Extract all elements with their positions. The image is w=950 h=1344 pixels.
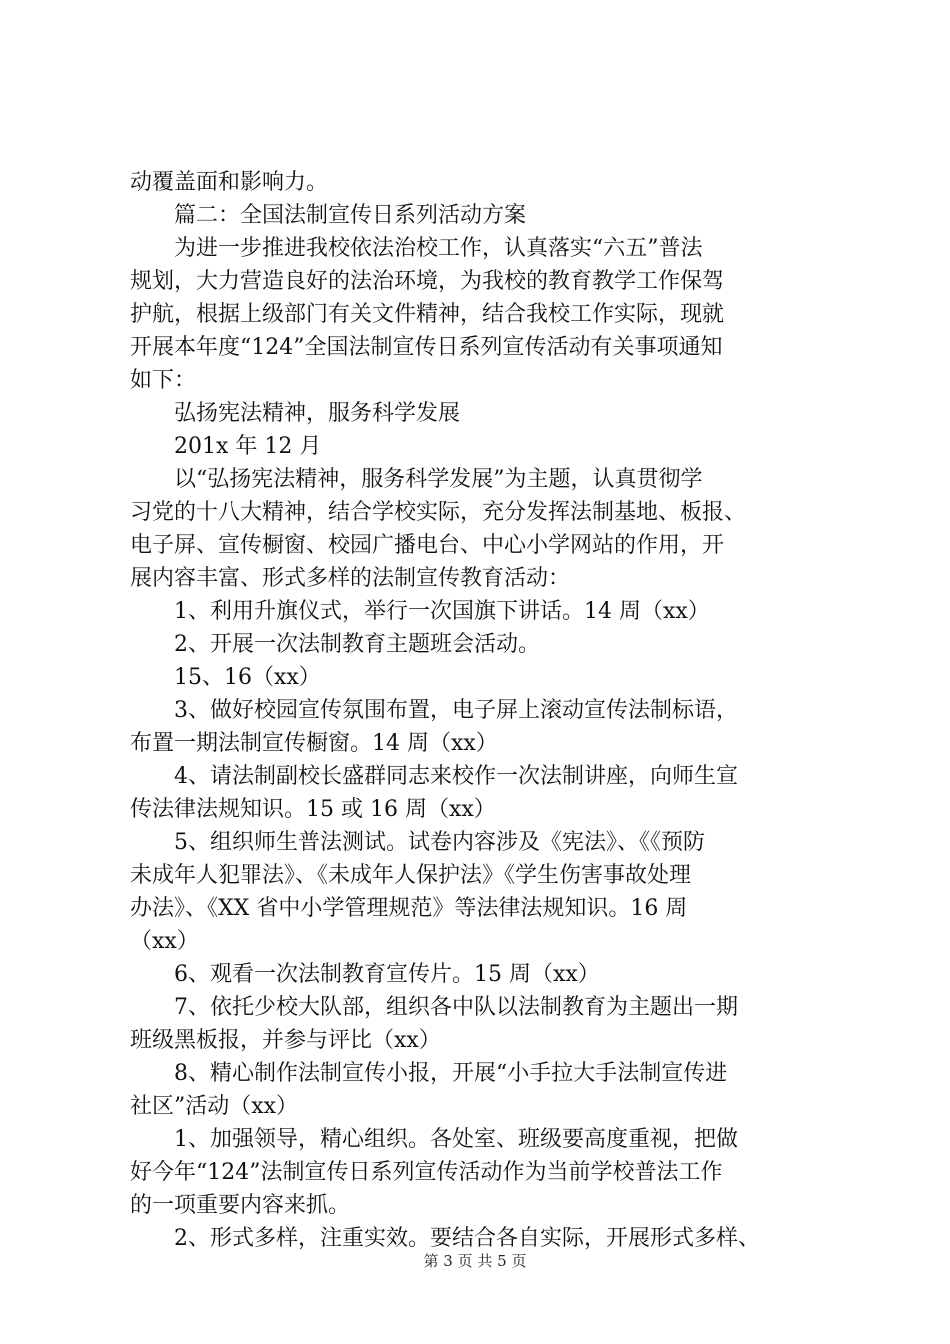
text-line: 4、请法制副校长盛群同志来校作一次法制讲座，向师生宣 [174,764,738,789]
document-body [130,166,836,1255]
text-line: 规划，大力营造良好的法治环境，为我校的教育教学工作保驾 [130,269,725,294]
text-line: 电子屏、宣传橱窗、校园广播电台、中心小学网站的作用，开 [130,533,725,558]
text-line: 习党的十八大精神，结合学校实际，充分发挥法制基地、板报、 [130,500,747,525]
text-line: 未成年人犯罪法》、《未成年人保护法》《学生伤害事故处理 [130,863,692,888]
text-line: 篇二：全国法制宣传日系列活动方案 [174,203,527,228]
text-line: 动覆盖面和影响力。 [130,170,329,195]
text-line: 办法》、《XX 省中小学管理规范》等法律法规知识。16 周 [130,896,688,921]
text-line: 传法律法规知识。15 或 16 周（xx） [130,797,496,822]
text-line: 5、组织师生普法测试。试卷内容涉及《宪法》、《《预防 [174,830,705,855]
text-line: 开展本年度“124”全国法制宣传日系列宣传活动有关事项通知 [130,335,723,360]
text-line: 以“弘扬宪法精神，服务科学发展”为主题，认真贯彻学 [174,467,703,492]
text-line: 15、16（xx） [174,665,321,690]
text-line: 3、做好校园宣传氛围布置，电子屏上滚动宣传法制标语， [174,698,738,723]
text-line: 的一项重要内容来抓。 [130,1193,351,1218]
text-line: 护航，根据上级部门有关文件精神，结合我校工作实际，现就 [130,302,725,327]
text-line: 展内容丰富、形式多样的法制宣传教育活动： [130,566,571,591]
text-line: 班级黑板报，并参与评比（xx） [130,1028,441,1053]
text-line: 1、利用升旗仪式，举行一次国旗下讲话。14 周（xx） [174,599,710,624]
text-line: 6、观看一次法制教育宣传片。15 周（xx） [174,962,600,987]
text-line: 弘扬宪法精神，服务科学发展 [174,401,461,426]
text-line: 好今年“124”法制宣传日系列宣传活动作为当前学校普法工作 [130,1160,723,1185]
text-line: 布置一期法制宣传橱窗。14 周（xx） [130,731,498,756]
text-line: 如下： [130,368,197,393]
text-line: 2、形式多样，注重实效。要结合各自实际，开展形式多样、 [174,1226,760,1251]
text-line: 201x 年 12 月 [174,434,322,459]
text-line: 7、依托少校大队部，组织各中队以法制教育为主题出一期 [174,995,738,1020]
text-line: 8、精心制作法制宣传小报，开展“小手拉大手法制宣传进 [174,1061,728,1086]
text-line: 为进一步推进我校依法治校工作，认真落实“六五”普法 [174,236,703,261]
text-line: 2、开展一次法制教育主题班会活动。 [174,632,540,657]
text-line: （xx） [130,929,199,954]
text-line: 1、加强领导，精心组织。各处室、班级要高度重视，把做 [174,1127,738,1152]
page-footer: 第 3 页 共 5 页 [423,1252,527,1270]
text-line: 社区”活动（xx） [130,1094,299,1119]
